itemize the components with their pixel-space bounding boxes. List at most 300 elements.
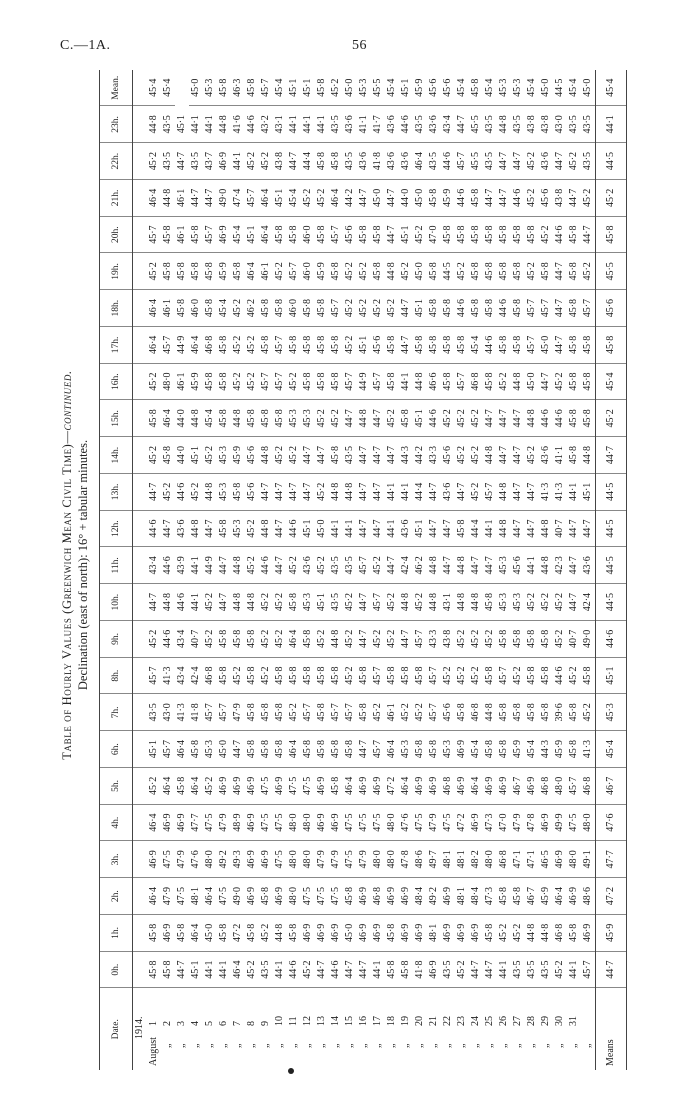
value-cell: 45·2 xyxy=(147,437,161,474)
value-cell: 47·5 xyxy=(441,804,455,841)
value-cell: 45·8 xyxy=(511,327,525,364)
value-cell: 43·5 xyxy=(483,143,497,180)
day-number: 21 xyxy=(428,1016,439,1026)
value-cell: 43·5 xyxy=(147,694,161,731)
date-cell xyxy=(245,988,259,1070)
month-label: „ xyxy=(330,1043,341,1048)
value-cell: 45·2 xyxy=(147,143,161,180)
value-cell: 45·2 xyxy=(343,657,357,694)
value-cell: 48·6 xyxy=(413,841,427,878)
value-cell: 44·7 xyxy=(259,474,273,511)
value-cell: 48·0 xyxy=(567,841,581,878)
value-cell: 44·7 xyxy=(217,584,231,621)
value-cell: 45·2 xyxy=(287,437,301,474)
mean-value-cell: 45·8 xyxy=(596,216,627,253)
value-cell: 45·8 xyxy=(175,915,189,952)
value-cell: 45·2 xyxy=(147,768,161,805)
value-cell: 45·2 xyxy=(525,584,539,621)
value-cell: 47·9 xyxy=(511,804,525,841)
value-cell: 44·8 xyxy=(189,510,203,547)
value-cell: 44·6 xyxy=(161,547,175,584)
value-cell: 40·7 xyxy=(189,621,203,658)
value-cell: 45·8 xyxy=(259,731,273,768)
value-cell: 47·3 xyxy=(483,878,497,915)
value-cell: 45·8 xyxy=(329,143,343,180)
date-cell xyxy=(175,988,189,1070)
month-label: „ xyxy=(218,1043,229,1048)
value-cell: 45·1 xyxy=(581,474,596,511)
value-cell: 46·9 xyxy=(483,768,497,805)
value-cell: 46·8 xyxy=(203,657,217,694)
value-cell: 45·4 xyxy=(147,70,161,106)
value-cell: 47·9 xyxy=(329,841,343,878)
value-cell: 45·8 xyxy=(301,363,315,400)
value-cell: 44·6 xyxy=(483,327,497,364)
value-cell: 46·9 xyxy=(441,915,455,952)
date-cell xyxy=(511,988,525,1070)
value-cell: 46·1 xyxy=(175,216,189,253)
value-cell: 42·4 xyxy=(189,657,203,694)
value-cell: 45·2 xyxy=(245,510,259,547)
empty-cell xyxy=(133,621,148,658)
month-label: „ xyxy=(358,1043,369,1048)
value-cell: 44·5 xyxy=(553,70,567,106)
date-cell xyxy=(483,988,497,1070)
value-cell: 47·8 xyxy=(525,804,539,841)
value-cell: 45·2 xyxy=(581,180,596,217)
value-cell: 44·7 xyxy=(497,180,511,217)
value-cell: 46·4 xyxy=(147,804,161,841)
value-cell: 45·8 xyxy=(581,363,596,400)
value-cell: 43·6 xyxy=(357,143,371,180)
empty-cell xyxy=(133,437,148,474)
value-cell: 43·5 xyxy=(343,547,357,584)
value-cell: 44·6 xyxy=(441,143,455,180)
value-cell: 45·7 xyxy=(525,327,539,364)
value-cell: 45·8 xyxy=(511,253,525,290)
mean-value-cell: 45·6 xyxy=(596,290,627,327)
value-cell: 48·2 xyxy=(469,841,483,878)
value-cell: 39·6 xyxy=(553,694,567,731)
value-cell: 45·4 xyxy=(567,70,581,106)
value-cell: 45·2 xyxy=(413,694,427,731)
value-cell: 48·9 xyxy=(231,804,245,841)
value-cell: 45·2 xyxy=(511,915,525,952)
value-cell: 45·2 xyxy=(273,621,287,658)
value-cell: 45·7 xyxy=(147,657,161,694)
value-cell: 45·3 xyxy=(301,400,315,437)
value-cell: 47·5 xyxy=(175,878,189,915)
value-cell: 45·0 xyxy=(189,70,203,106)
value-cell: 45·2 xyxy=(553,584,567,621)
value-cell: 46·0 xyxy=(287,290,301,327)
value-cell: 44·1 xyxy=(399,474,413,511)
empty-cell xyxy=(133,878,148,915)
value-cell: 44·6 xyxy=(427,400,441,437)
column-header: 0h. xyxy=(100,951,133,988)
value-cell: 45·8 xyxy=(567,253,581,290)
date-cell xyxy=(539,988,553,1070)
value-cell: 47·4 xyxy=(231,180,245,217)
value-cell: 44·7 xyxy=(581,216,596,253)
empty-cell xyxy=(133,216,148,253)
value-cell: 44·8 xyxy=(273,915,287,952)
value-cell: 45·2 xyxy=(385,621,399,658)
value-cell: 44·6 xyxy=(259,547,273,584)
value-cell: 45·9 xyxy=(315,253,329,290)
value-cell: 46·4 xyxy=(245,253,259,290)
value-cell: 44·1 xyxy=(497,951,511,988)
value-cell: 44·6 xyxy=(497,290,511,327)
value-cell: 45·2 xyxy=(329,400,343,437)
value-cell: 45·8 xyxy=(371,253,385,290)
day-number: 27 xyxy=(512,1016,523,1026)
value-cell: 43·6 xyxy=(301,547,315,584)
mean-value-cell: 44·1 xyxy=(596,106,627,143)
value-cell: 45·1 xyxy=(315,584,329,621)
value-cell: 46·4 xyxy=(469,768,483,805)
value-cell: 41·7 xyxy=(371,106,385,143)
value-cell: 44·4 xyxy=(469,510,483,547)
value-cell: 45·6 xyxy=(441,437,455,474)
value-cell: 44·7 xyxy=(301,437,315,474)
value-cell: 47·5 xyxy=(343,841,357,878)
value-cell: 46·9 xyxy=(161,915,175,952)
value-cell: 44·8 xyxy=(161,584,175,621)
value-cell: 45·8 xyxy=(259,694,273,731)
date-cell xyxy=(441,988,455,1070)
value-cell: 47·9 xyxy=(161,878,175,915)
day-number: 19 xyxy=(400,1016,411,1026)
month-label: „ xyxy=(554,1043,565,1048)
mean-value-cell: 44·7 xyxy=(596,951,627,988)
value-cell: 45·8 xyxy=(413,327,427,364)
value-cell: 46·9 xyxy=(231,768,245,805)
value-cell: 45·8 xyxy=(245,657,259,694)
month-label: „ xyxy=(526,1043,537,1048)
value-cell: 44·1 xyxy=(399,363,413,400)
value-cell: 44·1 xyxy=(525,547,539,584)
value-cell: 45·8 xyxy=(525,216,539,253)
value-cell: 44·7 xyxy=(511,474,525,511)
value-cell: 45·2 xyxy=(553,621,567,658)
value-cell: 46·8 xyxy=(203,327,217,364)
value-cell: 45·2 xyxy=(315,547,329,584)
value-cell: 45·8 xyxy=(427,327,441,364)
value-cell: 41·3 xyxy=(581,731,596,768)
value-cell: 46·4 xyxy=(399,768,413,805)
value-cell: 45·8 xyxy=(273,290,287,327)
value-cell: 44·7 xyxy=(511,510,525,547)
value-cell: 44·7 xyxy=(273,510,287,547)
value-cell: 46·9 xyxy=(315,915,329,952)
value-cell: 43·5 xyxy=(427,143,441,180)
value-cell: 44·7 xyxy=(315,437,329,474)
value-cell: 43·8 xyxy=(539,106,553,143)
value-cell: 49·2 xyxy=(217,841,231,878)
value-cell: 44·1 xyxy=(343,510,357,547)
table-row xyxy=(455,70,469,1070)
value-cell: 45·6 xyxy=(371,327,385,364)
value-cell: 45·4 xyxy=(455,70,469,106)
value-cell: 45·2 xyxy=(203,437,217,474)
value-cell: 46·9 xyxy=(245,804,259,841)
value-cell: 47·6 xyxy=(399,804,413,841)
value-cell: 44·6 xyxy=(245,106,259,143)
value-cell: 44·8 xyxy=(329,621,343,658)
value-cell: 45·8 xyxy=(245,915,259,952)
value-cell: 46·4 xyxy=(147,878,161,915)
column-header: 5h. xyxy=(100,768,133,805)
value-cell: 45·8 xyxy=(203,290,217,327)
value-cell: 44·7 xyxy=(469,951,483,988)
value-cell: 44·1 xyxy=(315,106,329,143)
table-row xyxy=(427,70,441,1070)
value-cell: 44·6 xyxy=(287,510,301,547)
value-cell: 45·2 xyxy=(441,657,455,694)
value-cell: 45·8 xyxy=(511,621,525,658)
value-cell: 45·8 xyxy=(329,731,343,768)
month-label: „ xyxy=(162,1043,173,1048)
value-cell: 44·8 xyxy=(189,400,203,437)
value-cell: 45·2 xyxy=(287,694,301,731)
value-cell: 45·8 xyxy=(441,290,455,327)
value-cell: 45·8 xyxy=(455,327,469,364)
value-cell: 45·2 xyxy=(259,143,273,180)
value-cell: 44·1 xyxy=(567,474,581,511)
value-cell: 43·6 xyxy=(385,143,399,180)
date-cell xyxy=(357,988,371,1070)
value-cell: 45·2 xyxy=(553,363,567,400)
value-cell: 45·8 xyxy=(469,290,483,327)
value-cell: 45·8 xyxy=(371,216,385,253)
value-cell: 45·2 xyxy=(497,915,511,952)
value-cell: 46·9 xyxy=(399,878,413,915)
value-cell: 47·5 xyxy=(287,768,301,805)
value-cell: 42·3 xyxy=(553,547,567,584)
value-cell: 45·8 xyxy=(567,363,581,400)
means-label: Means xyxy=(596,988,627,1070)
value-cell: 43·4 xyxy=(175,621,189,658)
value-cell: 44·7 xyxy=(343,951,357,988)
value-cell: 45·3 xyxy=(511,70,525,106)
value-cell: 48·0 xyxy=(553,768,567,805)
value-cell: 46·9 xyxy=(161,804,175,841)
month-label: „ xyxy=(316,1043,327,1048)
column-header: 11h. xyxy=(100,547,133,584)
value-cell: 44·8 xyxy=(497,474,511,511)
value-cell: 46·0 xyxy=(189,290,203,327)
column-header: Mean. xyxy=(100,70,133,106)
value-cell: 45·2 xyxy=(469,657,483,694)
month-label: „ xyxy=(232,1043,243,1048)
value-cell: 46·5 xyxy=(539,841,553,878)
value-cell: 45·7 xyxy=(581,290,596,327)
value-cell: 46·9 xyxy=(413,915,427,952)
value-cell: 47·2 xyxy=(231,915,245,952)
value-cell: 45·2 xyxy=(455,253,469,290)
value-cell: 43·4 xyxy=(147,547,161,584)
value-cell: 44·8 xyxy=(497,106,511,143)
value-cell: 45·8 xyxy=(455,216,469,253)
value-cell: 45·2 xyxy=(483,621,497,658)
value-cell: 45·2 xyxy=(413,584,427,621)
table-title-continued: continued. xyxy=(60,370,74,431)
value-cell: 45·7 xyxy=(357,547,371,584)
table-row xyxy=(539,70,553,1070)
value-cell: 44·6 xyxy=(553,216,567,253)
value-cell: 46·9 xyxy=(525,768,539,805)
empty-cell xyxy=(133,363,148,400)
value-cell: 44·1 xyxy=(203,106,217,143)
day-number: 20 xyxy=(414,1016,425,1026)
date-cell xyxy=(553,988,567,1070)
value-cell: 44·8 xyxy=(231,584,245,621)
value-cell: 45·6 xyxy=(511,547,525,584)
value-cell: 45·8 xyxy=(217,621,231,658)
value-cell: 46·1 xyxy=(175,180,189,217)
value-cell: 45·8 xyxy=(427,253,441,290)
value-cell: 44·9 xyxy=(357,363,371,400)
value-cell: 45·8 xyxy=(511,216,525,253)
value-cell: 45·2 xyxy=(567,657,581,694)
value-cell: 43·3 xyxy=(427,621,441,658)
value-cell: 45·8 xyxy=(567,731,581,768)
value-cell: 44·8 xyxy=(217,106,231,143)
value-cell: 46·4 xyxy=(189,327,203,364)
value-cell: 45·2 xyxy=(497,363,511,400)
value-cell: 45·8 xyxy=(287,216,301,253)
table-row xyxy=(273,70,287,1070)
value-cell: 45·1 xyxy=(413,290,427,327)
value-cell: 45·8 xyxy=(315,290,329,327)
value-cell: 44·6 xyxy=(553,400,567,437)
value-cell: 45·7 xyxy=(455,363,469,400)
day-number: 25 xyxy=(484,1016,495,1026)
value-cell: 46·7 xyxy=(525,878,539,915)
value-cell: 46·7 xyxy=(511,768,525,805)
value-cell: 45·8 xyxy=(567,327,581,364)
value-cell: 45·9 xyxy=(217,253,231,290)
value-cell: 45·8 xyxy=(315,363,329,400)
value-cell: 44·7 xyxy=(175,951,189,988)
value-cell: 44·0 xyxy=(175,400,189,437)
empty-cell xyxy=(133,951,148,988)
value-cell: 46·4 xyxy=(147,327,161,364)
value-cell: 46·9 xyxy=(371,768,385,805)
column-header: 18h. xyxy=(100,290,133,327)
value-cell: 45·8 xyxy=(217,363,231,400)
value-cell: 44·1 xyxy=(371,951,385,988)
day-number: 4 xyxy=(190,1021,201,1026)
value-cell: 45·1 xyxy=(147,731,161,768)
value-cell: 44·7 xyxy=(217,547,231,584)
value-cell: 45·8 xyxy=(511,878,525,915)
value-cell: 45·8 xyxy=(469,253,483,290)
value-cell: 44·2 xyxy=(413,437,427,474)
value-cell: 45·3 xyxy=(217,437,231,474)
value-cell: 41·3 xyxy=(175,694,189,731)
value-cell: 41·1 xyxy=(553,437,567,474)
value-cell: 45·8 xyxy=(511,290,525,327)
value-cell: 47·1 xyxy=(511,841,525,878)
value-cell: 45·8 xyxy=(357,657,371,694)
value-cell: 43·5 xyxy=(581,106,596,143)
column-header: 21h. xyxy=(100,180,133,217)
day-number: 13 xyxy=(316,1016,327,1026)
value-cell: 45·8 xyxy=(343,878,357,915)
value-cell: 45·8 xyxy=(231,621,245,658)
value-cell: 45·8 xyxy=(329,437,343,474)
day-number: 2 xyxy=(162,1021,173,1026)
day-number: 31 xyxy=(568,1016,579,1026)
day-number: 5 xyxy=(204,1021,215,1026)
value-cell: 45·8 xyxy=(315,216,329,253)
value-cell: 45·8 xyxy=(441,363,455,400)
value-cell: 45·4 xyxy=(273,70,287,106)
value-cell: 47·5 xyxy=(217,878,231,915)
date-cell xyxy=(259,988,273,1070)
day-number: 22 xyxy=(442,1016,453,1026)
mean-value-cell: 47·6 xyxy=(596,804,627,841)
value-cell: 48·0 xyxy=(483,841,497,878)
month-label: „ xyxy=(400,1043,411,1048)
month-label: August xyxy=(148,1037,159,1066)
value-cell: 44·6 xyxy=(175,474,189,511)
value-cell: 45·1 xyxy=(357,327,371,364)
value-cell: 44·7 xyxy=(553,290,567,327)
value-cell: 45·8 xyxy=(315,694,329,731)
value-cell: 45·2 xyxy=(469,621,483,658)
value-cell: 45·2 xyxy=(357,290,371,327)
mean-value-cell: 45·4 xyxy=(596,363,627,400)
value-cell: 49·0 xyxy=(231,878,245,915)
value-cell: 44·8 xyxy=(455,584,469,621)
value-cell: 45·9 xyxy=(441,180,455,217)
value-cell: 45·9 xyxy=(189,363,203,400)
value-cell: 45·2 xyxy=(231,363,245,400)
value-cell: 44·8 xyxy=(511,363,525,400)
table-row xyxy=(511,70,525,1070)
value-cell: 45·2 xyxy=(567,143,581,180)
value-cell: 44·7 xyxy=(203,510,217,547)
value-cell: 46·9 xyxy=(217,768,231,805)
value-cell: 45·0 xyxy=(315,510,329,547)
column-header: 23h. xyxy=(100,106,133,143)
value-cell: 41·8 xyxy=(413,951,427,988)
value-cell: 45·2 xyxy=(539,216,553,253)
month-label: „ xyxy=(428,1043,439,1048)
value-cell: 46·4 xyxy=(203,878,217,915)
value-cell: 45·8 xyxy=(259,290,273,327)
value-cell: 42·4 xyxy=(399,547,413,584)
value-cell: 44·7 xyxy=(399,290,413,327)
value-cell: 45·8 xyxy=(189,216,203,253)
table-row xyxy=(315,70,329,1070)
value-cell: 44·7 xyxy=(553,143,567,180)
rotated-table-block xyxy=(55,60,616,1070)
value-cell: 45·8 xyxy=(329,327,343,364)
table-row xyxy=(413,70,427,1070)
date-cell xyxy=(301,988,315,1070)
value-cell: 44·8 xyxy=(539,510,553,547)
value-cell: 46·3 xyxy=(231,70,245,106)
value-cell: 44·7 xyxy=(511,143,525,180)
value-cell: 43·5 xyxy=(259,951,273,988)
value-cell: 45·4 xyxy=(231,216,245,253)
value-cell: 45·9 xyxy=(511,731,525,768)
empty-cell xyxy=(133,400,148,437)
